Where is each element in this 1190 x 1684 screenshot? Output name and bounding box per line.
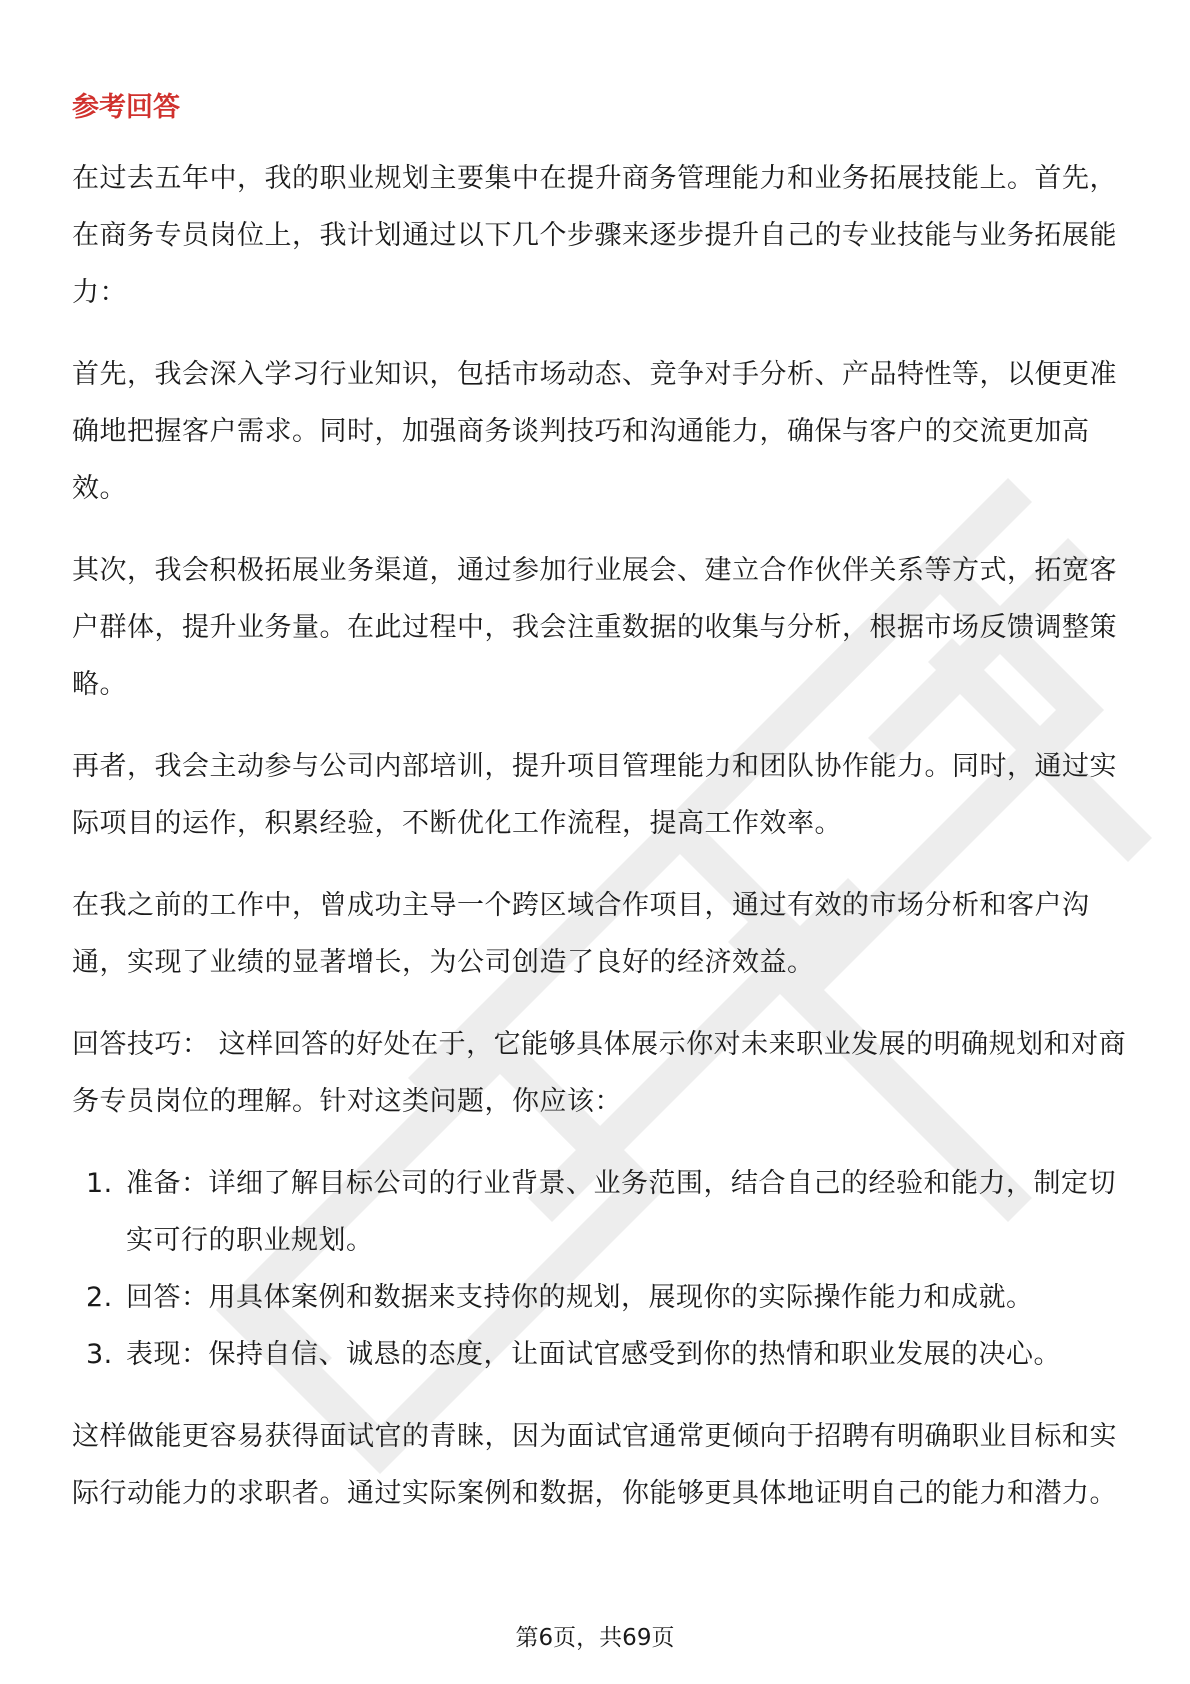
tips-list <box>72 1155 1132 1383</box>
list-item-text: 表现：保持自信、诚恳的态度，让面试官感受到你的热情和职业发展的决心。 <box>126 1339 1061 1370</box>
list-item <box>72 1155 1132 1269</box>
list-item <box>72 1269 1132 1326</box>
paragraph-experience: 在我之前的工作中，曾成功主导一个跨区域合作项目，通过有效的市场分析和客户沟通，实现了业绩的显著增长，为公司创造了良好的经济效益。 <box>72 890 1090 978</box>
list-item-number: 3. <box>86 1339 113 1370</box>
list-item-text: 准备：详细了解目标公司的行业背景、业务范围，结合自己的经验和能力，制定切实可行的职业规划。 <box>126 1168 1116 1256</box>
list-item <box>72 1326 1132 1383</box>
section-title: 参考回答 <box>72 92 180 123</box>
paragraph-third: 再者，我会主动参与公司内部培训，提升项目管理能力和团队协作能力。同时，通过实际项目的运作，积累经验，不断优化工作流程，提高工作效率。 <box>72 751 1117 839</box>
paragraph-closing: 这样做能更容易获得面试官的青睐，因为面试官通常更倾向于招聘有明确职业目标和实际行动能力的求职者。通过实际案例和数据，你能够更具体地证明自己的能力和潜力。 <box>72 1421 1117 1509</box>
page-content <box>72 88 1132 1547</box>
paragraph-first: 首先，我会深入学习行业知识，包括市场动态、竞争对手分析、产品特性等，以便更准确地把握客户需求。同时，加强商务谈判技巧和沟通能力，确保与客户的交流更加高效。 <box>72 359 1117 504</box>
list-item-number: 2. <box>86 1282 113 1313</box>
paragraph-tips: 回答技巧： 这样回答的好处在于，它能够具体展示你对未来职业发展的明确规划和对商务专员岗位的理解。针对这类问题，你应该： <box>72 1029 1127 1117</box>
paragraph-second: 其次，我会积极拓展业务渠道，通过参加行业展会、建立合作伙伴关系等方式，拓宽客户群体，提升业务量。在此过程中，我会注重数据的收集与分析，根据市场反馈调整策略。 <box>72 555 1117 700</box>
paragraph-intro: 在过去五年中，我的职业规划主要集中在提升商务管理能力和业务拓展技能上。首先，在商务专员岗位上，我计划通过以下几个步骤来逐步提升自己的专业技能与业务拓展能力： <box>72 163 1117 308</box>
list-item-text: 回答：用具体案例和数据来支持你的规划，展现你的实际操作能力和成就。 <box>126 1282 1034 1313</box>
list-item-number: 1. <box>86 1168 113 1199</box>
page-footer: 第6页，共69页 <box>515 1625 675 1651</box>
